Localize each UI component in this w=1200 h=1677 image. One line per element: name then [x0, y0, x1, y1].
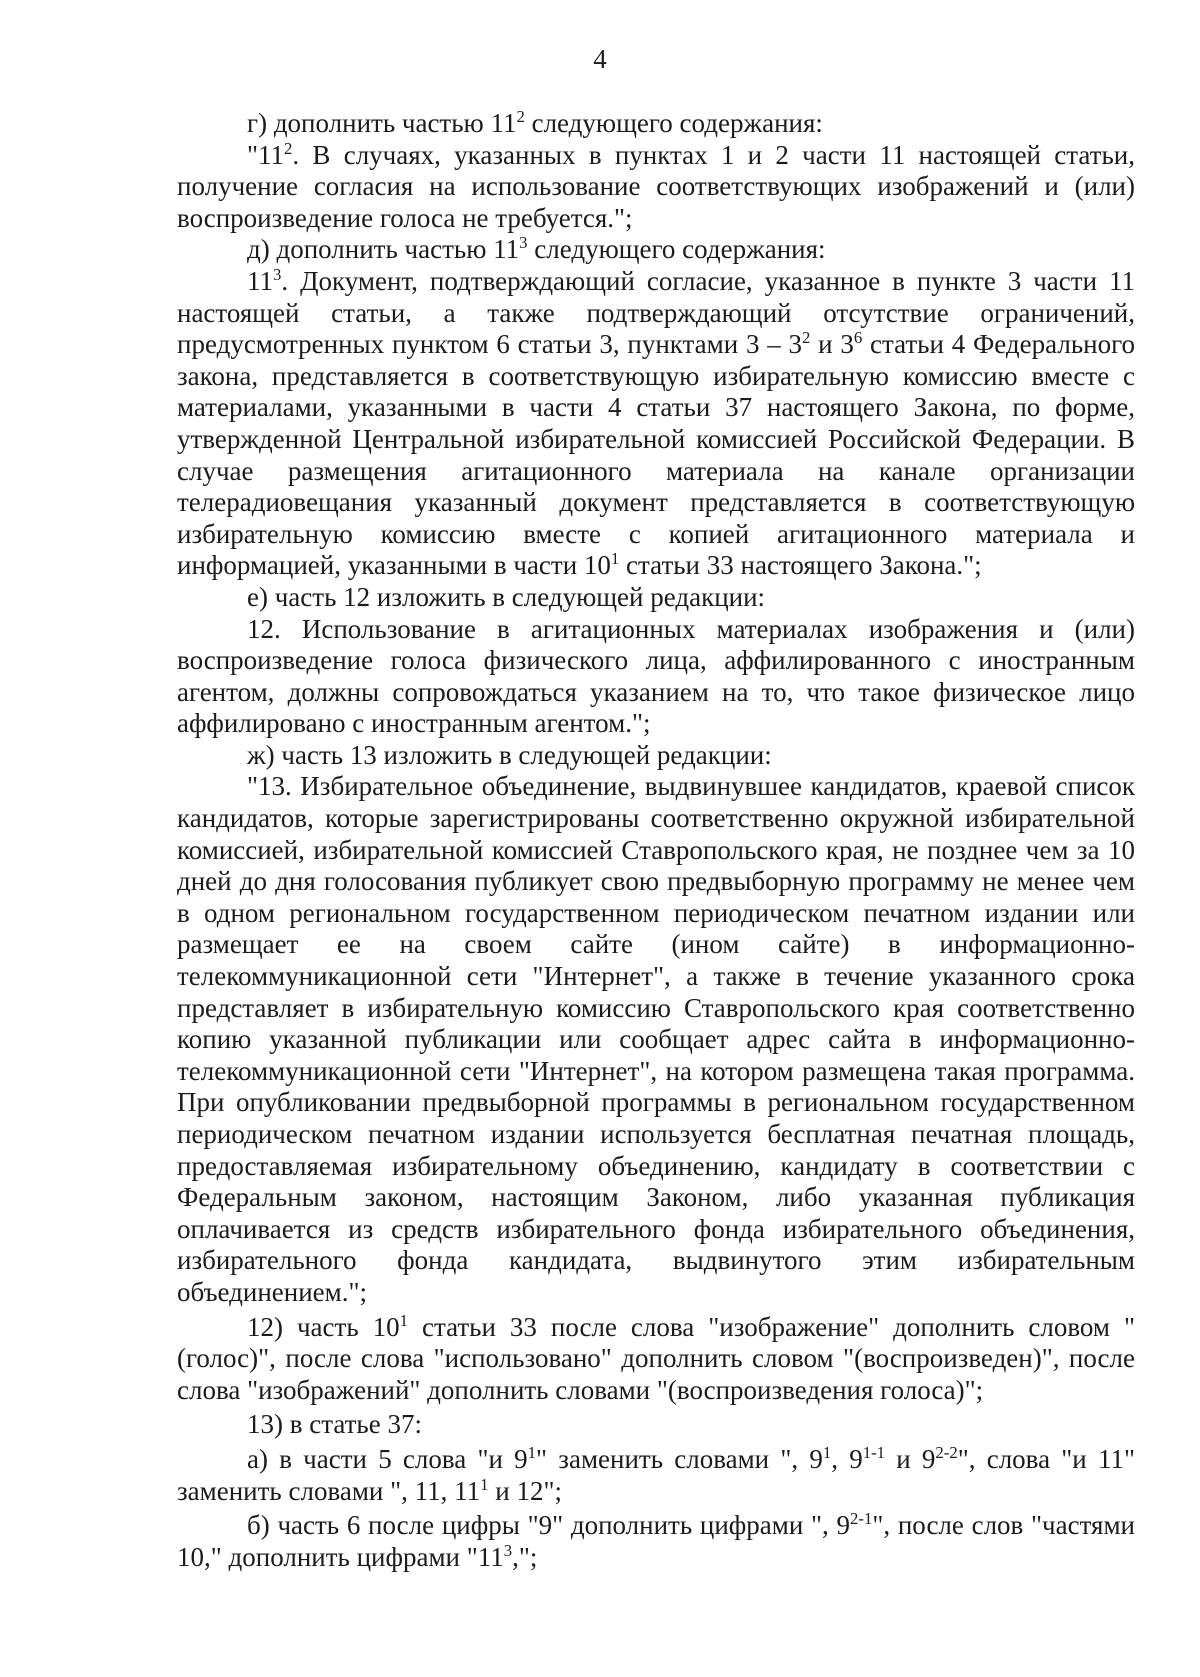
paragraph-text: статьи 33 после слова "изображение" дополнить словом "(голос)", после слова "использовано" дополнить словом "(воспроизведен)", после слова "изображений" дополнить словами "(воспроизведения голоса)"; — [177, 1311, 1135, 1405]
superscript: 2-2 — [935, 1442, 958, 1462]
paragraph — [177, 582, 1135, 614]
document-body — [177, 108, 1135, 1573]
superscript: 2-1 — [850, 1509, 873, 1529]
paragraph-text: ж) часть 13 изложить в следующей редакции: — [247, 739, 772, 770]
paragraph — [177, 614, 1135, 740]
paragraph-text: и 9 — [885, 1443, 936, 1474]
paragraph-text: и 3 — [810, 329, 854, 360]
superscript: 6 — [853, 328, 863, 348]
paragraph-text: ", слова "и 11" заменить словами ", 11, 11 — [177, 1443, 1136, 1506]
paragraph — [177, 234, 1135, 266]
paragraph-text: е) часть 12 изложить в следующей редакции: — [247, 581, 766, 612]
paragraph — [177, 140, 1135, 235]
paragraph — [177, 1444, 1135, 1507]
paragraph-text: а) в части 5 слова "и 9 — [247, 1443, 528, 1474]
paragraph-text: и 12"; — [488, 1475, 562, 1506]
paragraph — [177, 266, 1135, 582]
superscript: 1 — [399, 1310, 408, 1330]
paragraph-text: ", после слов "частями 10," дополнить цифрами "11 — [177, 1510, 1135, 1572]
paragraph-text: г) дополнить частью 11 — [247, 108, 517, 138]
paragraph-text: 11 — [247, 265, 273, 296]
paragraph-text: следующего содержания: — [524, 108, 823, 138]
superscript: 3 — [273, 264, 282, 284]
paragraph-text: статьи 4 Федерального закона, представляется в соответствующую избирательную комиссию вместе с материалами, указанными в части 4 статьи 37 настоящего Закона, по форме, утвержденной Центральной избирательной комиссией Российской Федерации. В случае размещения агитационного материала на канале организации телерадиовещания указанный документ представляется в соответствующую избирательную комиссию вместе с копией агитационного материала и информацией, указанными в части 10 — [177, 329, 1136, 581]
paragraph — [177, 1409, 1135, 1441]
paragraph-text: "11 — [247, 139, 285, 170]
paragraph-text: . Документ, подтверждающий согласие, указанное в пункте 3 части 11 настоящей статьи, а также подтверждающий отсутствие ограничений, предусмотренных пунктом 6 статьи 3, пунктами 3 – 3 — [177, 265, 1135, 360]
paragraph — [177, 1312, 1135, 1407]
paragraph-text: " заменить словами ", 9 — [536, 1443, 823, 1474]
superscript: 1 — [480, 1474, 489, 1494]
paragraph-text: д) дополнить частью 11 — [247, 234, 520, 265]
superscript: 3 — [519, 233, 528, 253]
page-number: 4 — [593, 44, 607, 74]
paragraph — [177, 108, 1135, 140]
superscript: 2 — [284, 138, 293, 158]
paragraph-text: 13) в статье 37: — [247, 1409, 422, 1440]
paragraph-text: , 9 — [831, 1443, 863, 1474]
paragraph-text: б) часть 6 после цифры "9" дополнить цифрами ", 9 — [247, 1510, 851, 1541]
paragraph-text: следующего содержания: — [527, 234, 826, 265]
paragraph-text: 12. Использование в агитационных материалах изображения и (или) воспроизведение голоса физического лица, аффилированного с иностранным агентом, должны сопровождаться указанием на то, что такое физическое лицо аффилировано с иностранным агентом."; — [177, 613, 1135, 739]
superscript: 3 — [503, 1540, 513, 1560]
paragraph — [177, 1510, 1135, 1573]
paragraph-text: 12) часть 10 — [247, 1311, 400, 1342]
superscript: 1 — [527, 1442, 537, 1462]
superscript: 1 — [822, 1442, 832, 1462]
paragraph — [177, 740, 1135, 772]
paragraph — [177, 771, 1135, 1308]
superscript: 2 — [801, 328, 811, 348]
paragraph-text: "13. Избирательное объединение, выдвинувшее кандидатов, краевой список кандидатов, которые зарегистрированы соответственно окружной избирательной комиссией, избирательной комиссией Ставропольского края, не позднее чем за 10 дней до дня голосования публикует свою предвыборную программу не менее чем в одном региональном государственном периодическом печатном издании или размещает ее на своем сайте (ином сайте) в информационно-телекоммуникационной сети "Интернет", а также в течение указанного срока представляет в избирательную комиссию Ставропольского края соответственно копию указанной публикации или сообщает адрес сайта в информационно-телекоммуникационной сети "Интернет", на котором размещена такая программа. При опубликовании предвыборной программы в региональном государственном периодическом печатном издании используется бесплатная печатная площадь, предоставляемая избирательному объединению, кандидату в соответствии с Федеральным законом, настоящим Законом, либо указанная публикация оплачивается из средств избирательного фонда избирательного объединения, избирательного фонда кандидата, выдвинутого этим избирательным объединением."; — [177, 771, 1135, 1307]
superscript: 1 — [610, 549, 620, 569]
superscript: 2 — [516, 106, 525, 126]
paragraph-text: . В случаях, указанных в пунктах 1 и 2 части 11 настоящей статьи, получение согласия на использование соответствующих изображений и (или) воспроизведение голоса не требуется."; — [177, 139, 1135, 233]
paragraph-text: статьи 33 настоящего Закона."; — [619, 550, 982, 581]
paragraph-text: ,"; — [512, 1541, 538, 1572]
superscript: 1-1 — [862, 1442, 886, 1462]
